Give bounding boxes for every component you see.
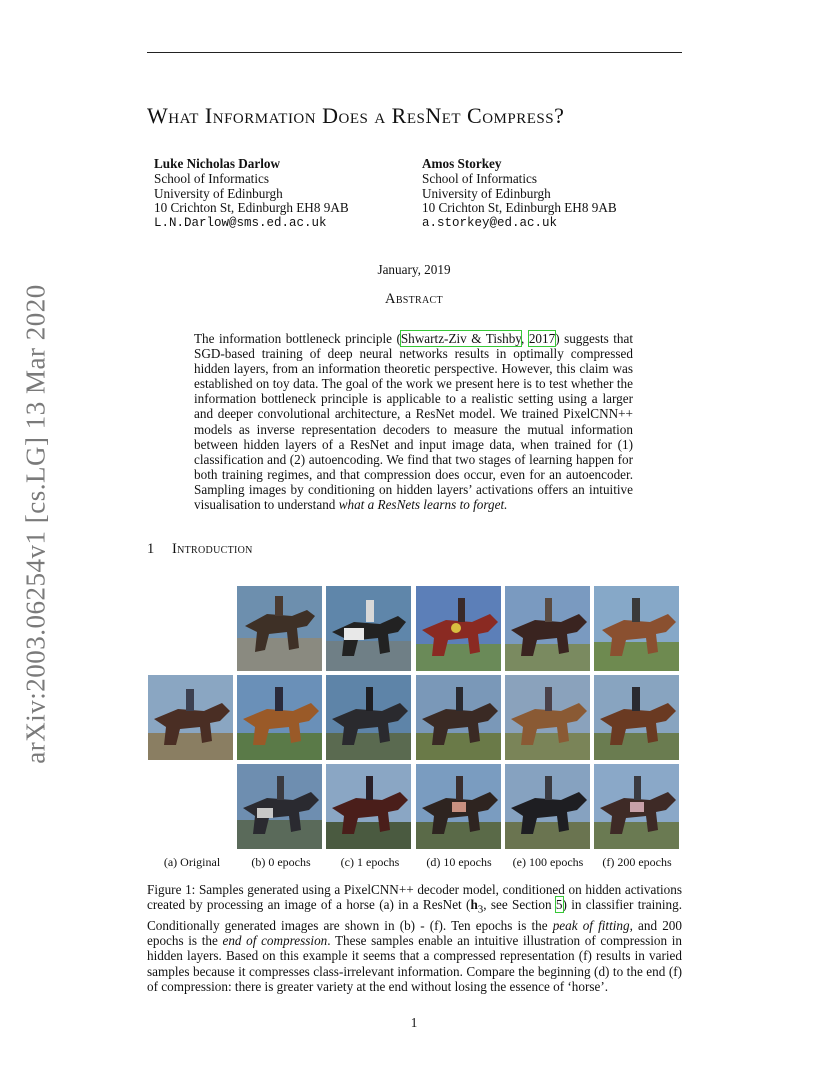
subcaption-f: (f) 200 epochs: [602, 855, 672, 869]
sample-image-d-1: [416, 586, 501, 671]
author-block-2: [422, 157, 617, 231]
paper-title: What Information Does a ResNet Compress?: [147, 103, 565, 128]
top-rule: [147, 52, 682, 53]
caption-math-h: h: [470, 897, 478, 913]
caption-part: Figure 1: Samples generated using a PixelCNN++ decoder model, conditioned on hidden activations created by processing an image of a horse (a) in a ResNet (: [147, 882, 682, 913]
abstract-heading: Abstract: [385, 291, 443, 307]
subcaption-e: (e) 100 epochs: [512, 855, 584, 869]
sample-image-f-1: [594, 586, 679, 671]
section-ref-link[interactable]: 5: [555, 897, 563, 913]
figure-caption: [147, 882, 682, 994]
citation-year-link[interactable]: 2017: [528, 331, 556, 346]
sample-image-f-2: [594, 675, 679, 760]
sample-image-e-1: [505, 586, 590, 671]
page-number: 1: [410, 1015, 418, 1030]
caption-part: . These samples enable an intuitive illustration of compression in hidden layers. Based on this example it seems that a compressed representation (f) results in varied samples because it compresses class-irrelevant information. Compare the beginning (d) to the end (f) of compression: there is greater variety at the end without losing the essence of ‘horse’.: [147, 933, 682, 994]
citation-separator: ,: [521, 331, 529, 346]
arxiv-identifier: arXiv:2003.06254v1 [cs.LG] 13 Mar 2020: [20, 284, 51, 764]
sample-image-e-2: [505, 675, 590, 760]
abstract-italic: what a ResNets learns to forget.: [338, 497, 508, 513]
author-address: 10 Crichton St, Edinburgh EH8 9AB: [422, 200, 617, 216]
sample-image-c-2: [326, 675, 411, 760]
citation-link[interactable]: Shwartz-Ziv & Tishby: [400, 331, 522, 346]
caption-part: ) in classifier training. Conditionally generated images are shown in (b) - (f). Ten epochs is the: [147, 897, 683, 934]
sample-image-d-3: [416, 764, 501, 849]
author-dept: School of Informatics: [422, 170, 537, 186]
paper-date: January, 2019: [377, 262, 451, 277]
sample-image-b-3: [237, 764, 322, 849]
author-univ: University of Edinburgh: [422, 185, 551, 201]
abstract-text: [194, 331, 633, 512]
abstract-part: The information bottleneck principle (: [194, 331, 401, 346]
subcaption-b: (b) 0 epochs: [251, 855, 311, 869]
sample-image-d-2: [416, 675, 501, 760]
sample-image-b-2: [237, 675, 322, 760]
caption-math-sub: 3: [477, 903, 484, 916]
subcaption-c: (c) 1 epochs: [340, 855, 400, 869]
subcaption-d: (d) 10 epochs: [426, 855, 492, 869]
author-address: 10 Crichton St, Edinburgh EH8 9AB: [154, 200, 349, 216]
subcaption-a: (a) Original: [163, 855, 221, 869]
sample-image-b-1: [237, 586, 322, 671]
author-name: Luke Nicholas Darlow: [154, 156, 281, 171]
section-heading: [147, 541, 253, 558]
original-image: [148, 675, 233, 760]
sample-image-c-1: [326, 586, 411, 671]
abstract-part: ) suggests that SGD-based training of deep neural networks results in optimally compressed hidden layers, from an information theoretic perspective. However, this claim was established on toy data. The goal of the work we present here is to test whether the information bottleneck principle is applicable to a realistic setting using a larger and deeper convolutional architecture, a ResNet model. We trained PixelCNN++ models as inverse representation decoders to measure the mutual information between hidden layers of a ResNet and input image data, when trained for (1) classification and (2) autoencoding. We find that two stages of learning happen for both training regimes, and that compression does occur, even for an autoencoder. Sampling images by conditioning on hidden layers’ activations offers an intuitive visualisation to understand: [194, 331, 634, 513]
section-number: 1: [147, 541, 155, 557]
sample-image-f-3: [594, 764, 679, 849]
author-email[interactable]: L.N.Darlow@sms.ed.ac.uk: [154, 216, 327, 231]
sample-image-e-3: [505, 764, 590, 849]
author-name: Amos Storkey: [422, 156, 502, 171]
section-title: Introduction: [172, 541, 253, 557]
sample-image-c-3: [326, 764, 411, 849]
author-email[interactable]: a.storkey@ed.ac.uk: [422, 216, 558, 231]
author-block-1: [154, 157, 349, 231]
caption-italic: peak of fitting: [552, 918, 630, 934]
caption-italic: end of compression: [222, 933, 328, 949]
author-univ: University of Edinburgh: [154, 185, 283, 201]
caption-part: , and 200 epochs is the: [147, 918, 682, 949]
caption-part: , see Section: [483, 897, 556, 913]
author-dept: School of Informatics: [154, 170, 269, 186]
